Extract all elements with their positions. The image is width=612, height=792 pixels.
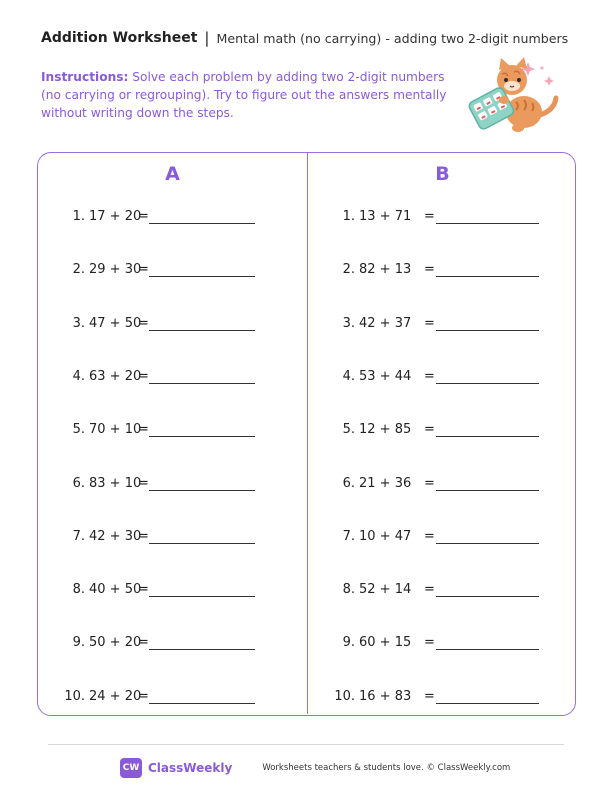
footer-tagline: Worksheets teachers & students love. © ClassWeekly.com [262,763,511,773]
problem-expression: 21 + 36 [359,475,412,491]
answer-line[interactable] [436,490,539,491]
problem-expression: 29 + 30 [89,262,142,278]
column-divider [307,153,308,714]
problem-expression: 13 + 71 [359,209,412,224]
problem-number: 6. [342,475,355,491]
equals-sign: = [424,262,435,278]
answer-line[interactable] [149,330,255,331]
header-separator: | [204,29,210,47]
problem-expression: 83 + 10 [89,475,142,491]
problem-row [53,689,293,709]
problem-row [323,635,563,655]
cat-with-calculator-illustration [466,56,562,136]
problem-expression: 12 + 85 [359,422,412,438]
problem-expression: 42 + 37 [359,315,412,331]
classweekly-logo: CW [120,758,142,778]
problem-number: 10. [64,688,85,704]
equals-sign: = [424,422,435,438]
problem-number: 2. [72,262,85,278]
problem-row [323,209,563,229]
answer-line[interactable] [436,649,539,650]
problem-number: 5. [72,422,85,438]
equals-sign: = [138,475,149,491]
problem-number: 3. [72,315,85,331]
sparkle-icon [544,76,554,86]
equals-sign: = [424,528,435,544]
instructions [41,68,461,122]
answer-line[interactable] [149,649,255,650]
problem-row [323,476,563,496]
problem-number: 10. [334,688,355,704]
problem-row [323,316,563,336]
equals-sign: = [138,635,149,651]
equals-sign: = [138,582,149,598]
answer-line[interactable] [436,436,539,437]
equals-sign: = [138,368,149,384]
problem-number: 4. [342,368,355,384]
equals-sign: = [424,688,435,704]
footer-divider [48,744,564,745]
answer-line[interactable] [149,276,255,277]
problem-expression: 50 + 20 [89,635,142,651]
equals-sign: = [424,582,435,598]
worksheet-header [41,28,568,48]
problem-expression: 40 + 50 [89,582,142,598]
equals-sign: = [138,315,149,331]
problems-box [37,152,576,716]
equals-sign: = [424,475,435,491]
answer-line[interactable] [149,383,255,384]
problem-row [53,422,293,442]
answer-line[interactable] [149,436,255,437]
problem-number: 1. [342,209,355,224]
equals-sign: = [424,368,435,384]
problem-number: 3. [342,315,355,331]
problem-number: 8. [342,582,355,598]
worksheet-title: Addition Worksheet [41,30,198,46]
answer-line[interactable] [149,223,255,224]
answer-line[interactable] [149,703,255,704]
instructions-label: Instructions: [41,70,129,84]
problem-row [53,209,293,229]
problem-expression: 17 + 20 [89,209,142,224]
problem-number: 5. [342,422,355,438]
problem-number: 8. [72,582,85,598]
problem-number: 1. [72,209,85,224]
answer-line[interactable] [149,596,255,597]
problem-row [53,635,293,655]
answer-line[interactable] [436,543,539,544]
problem-row [53,529,293,549]
problem-row [323,262,563,282]
problem-number: 6. [72,475,85,491]
problem-row [53,582,293,602]
problem-expression: 82 + 13 [359,262,412,278]
equals-sign: = [424,315,435,331]
problem-number: 7. [72,528,85,544]
answer-line[interactable] [436,330,539,331]
problem-expression: 70 + 10 [89,422,142,438]
equals-sign: = [138,422,149,438]
equals-sign: = [138,688,149,704]
problem-row [323,529,563,549]
problem-row [323,689,563,709]
problem-expression: 52 + 14 [359,582,412,598]
brand-name: ClassWeekly [148,761,233,775]
problem-number: 4. [72,368,85,384]
equals-sign: = [138,262,149,278]
problem-row [53,476,293,496]
footer [120,758,510,778]
problem-number: 9. [72,635,85,651]
equals-sign: = [138,528,149,544]
problem-expression: 63 + 20 [89,368,142,384]
problem-row [53,369,293,389]
equals-sign: = [424,209,435,224]
problem-expression: 53 + 44 [359,368,412,384]
problem-expression: 24 + 20 [89,688,142,704]
problem-number: 2. [342,262,355,278]
problem-expression: 10 + 47 [359,528,412,544]
answer-line[interactable] [436,596,539,597]
problem-row [53,316,293,336]
equals-sign: = [424,635,435,651]
answer-line[interactable] [149,490,255,491]
problem-expression: 60 + 15 [359,635,412,651]
problem-number: 7. [342,528,355,544]
equals-sign: = [138,209,149,224]
worksheet-subtitle: Mental math (no carrying) - adding two 2-digit numbers [216,30,569,46]
problem-expression: 16 + 83 [359,688,412,704]
answer-line[interactable] [436,703,539,704]
answer-line[interactable] [436,383,539,384]
answer-line[interactable] [436,276,539,277]
answer-line[interactable] [149,543,255,544]
problem-expression: 47 + 50 [89,315,142,331]
problem-expression: 42 + 30 [89,528,142,544]
problem-row [323,422,563,442]
answer-line[interactable] [436,223,539,224]
column-b-heading: B [435,163,450,185]
instructions-text: Solve each problem by adding two 2-digit numbers (no carrying or regrouping). Try to figure out the answers mentally without writing down the steps. [41,70,447,120]
problem-row [323,369,563,389]
problem-number: 9. [342,635,355,651]
column-a-heading: A [165,163,180,185]
problem-row [53,262,293,282]
problem-row [323,582,563,602]
